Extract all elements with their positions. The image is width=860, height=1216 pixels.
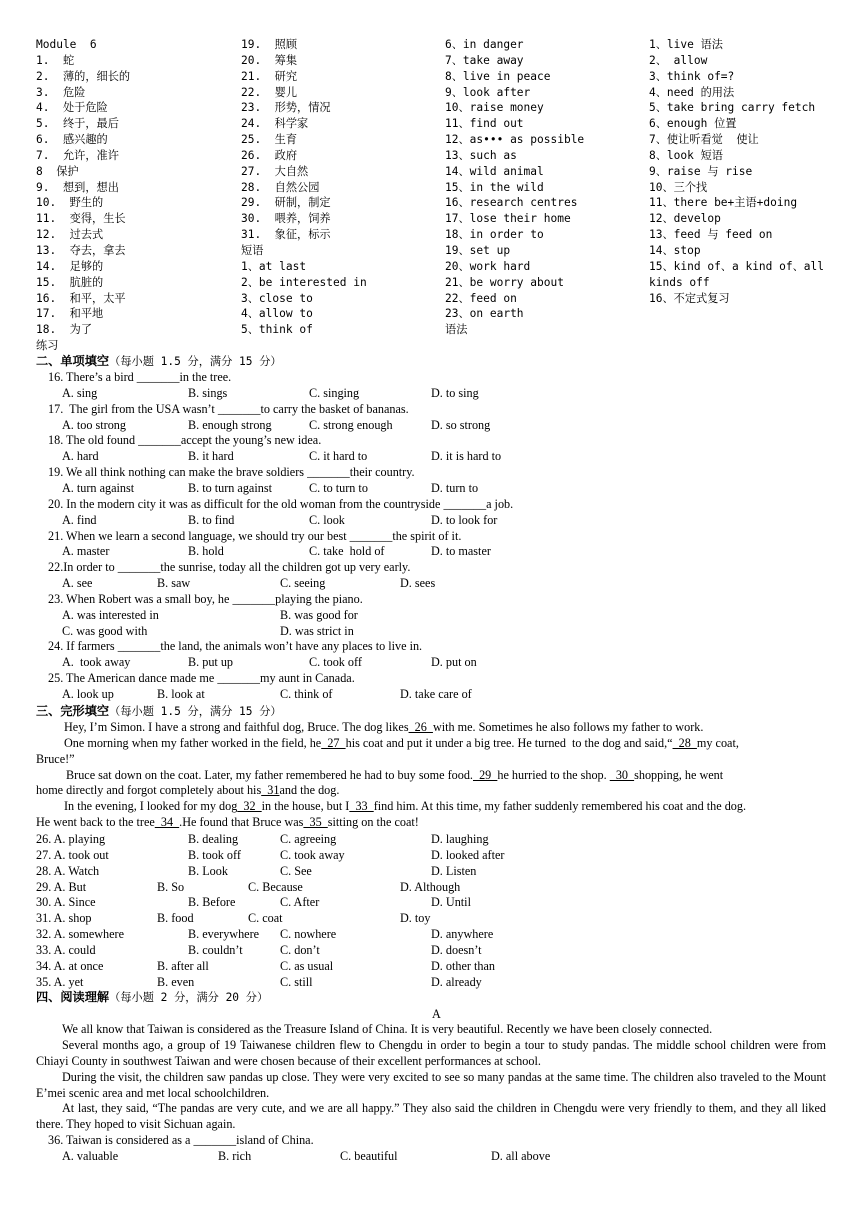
vocab-item: 1. 蛇 (36, 53, 75, 67)
vocab-item: 4、allow to (241, 307, 313, 321)
section-2-note: （每小题 1.5 分，满分 15 分） (109, 355, 282, 368)
vocab-item: 15、kind of、a kind of、all (649, 259, 825, 273)
question-stem: 23. When Robert was a small boy, he _______playing the piano. (48, 591, 363, 606)
section-4-heading (36, 990, 268, 1006)
question-stem: 22.In order to _______the sunrise, today all the children got up very early. (48, 560, 411, 575)
vocab-item: 22. 婴儿 (241, 85, 298, 99)
reading-paragraph: At last, they said, “The pandas are very cute, and we are all happy.” They also said the children in Chengdu were very friendly to them, and they all liked there. They hoped to visit Sichuan again. (36, 1101, 826, 1131)
vocab-item: 7、使让听看觉 使让 (649, 133, 759, 147)
passage-text: my coat, (696, 735, 739, 750)
vocab-item: 25. 生育 (241, 133, 298, 147)
cloze-option: 30. A. Since (36, 895, 96, 910)
cloze-blank: 34 (154, 815, 180, 830)
answer-option: B. to find (188, 512, 235, 527)
vocab-item: 14、stop (649, 243, 701, 257)
vocab-item: 14. 足够的 (36, 259, 104, 273)
question-stem: 18. The old found _______accept the young’s new idea. (48, 433, 322, 448)
answer-option: B. it hard (188, 449, 234, 464)
vocab-item: 15. 肮脏的 (36, 275, 104, 289)
passage-line (36, 815, 419, 831)
answer-option: D. it is hard to (431, 449, 502, 464)
vocab-item: kinds off (649, 275, 710, 289)
answer-option: D. to sing (431, 385, 479, 400)
cloze-option: D. already (431, 974, 482, 989)
question-36: 36. Taiwan is considered as a _______island of China. (48, 1133, 314, 1147)
vocab-item: 19、set up (445, 243, 511, 257)
cloze-option: 27. A. took out (36, 847, 109, 862)
cloze-option: C. Because (248, 879, 303, 894)
section-3-note: （每小题 1.5 分，满分 15 分） (109, 705, 282, 718)
vocab-item: 18. 为了 (36, 323, 93, 337)
section-3-heading (36, 704, 282, 720)
answer-option: A. find (62, 512, 97, 527)
vocab-item: 23. 形势，情况 (241, 101, 331, 115)
answer-option: D. so strong (431, 417, 491, 432)
passage-text: sitting on the coat! (327, 815, 419, 830)
cloze-option: B. dealing (188, 832, 239, 846)
answer-option: D. turn to (431, 480, 479, 495)
answer-option: D. to look for (431, 512, 498, 527)
practice-label: 练习 (36, 339, 59, 352)
vocab-item: 17. 和平地 (36, 307, 104, 321)
vocab-item: 26. 政府 (241, 148, 298, 162)
vocab-item: 16. 和平，太平 (36, 291, 126, 305)
question-stem: 19. We all think nothing can make the brave soldiers _______their country. (48, 465, 415, 480)
vocab-item: 16、不定式复习 (649, 291, 730, 305)
cloze-blank: 31 (261, 783, 280, 798)
answer-option: C. strong enough (309, 417, 393, 432)
vocab-item: 5、think of (241, 323, 313, 337)
question-stem: 25. The American dance made me _______my aunt in Canada. (48, 671, 355, 686)
cloze-option: C. agreeing (280, 832, 337, 846)
answer-option: C. seeing (280, 576, 326, 591)
answer-option: B. saw (157, 576, 191, 591)
vocab-item: 19. 照顾 (241, 38, 298, 51)
vocab-item: 9、raise 与 rise (649, 164, 753, 178)
vocab-item: 23、on earth (445, 307, 524, 321)
cloze-option: B. everywhere (188, 927, 260, 942)
reading-part-label: A (432, 1007, 441, 1021)
cloze-blank: 32 (237, 799, 262, 814)
vocab-item: 14、wild animal (445, 164, 544, 178)
cloze-option: B. Look (188, 863, 228, 878)
passage-text: shopping, he went (634, 767, 724, 782)
vocab-item: 3、close to (241, 291, 313, 305)
vocab-item: 17、lose their home (445, 212, 571, 226)
cloze-option: C. still (280, 974, 313, 989)
vocab-item: 20、work hard (445, 259, 531, 273)
answer-option: C. to turn to (309, 480, 368, 495)
answer-option: C. took off (309, 655, 362, 670)
cloze-blank: 29 (472, 767, 498, 782)
cloze-option: D. doesn’t (431, 942, 482, 957)
passage-text: .He found that Bruce was (179, 815, 304, 830)
cloze-option: D. looked after (431, 847, 505, 862)
cloze-option: C. See (280, 863, 312, 878)
answer-option: C. it hard to (309, 449, 368, 464)
passage-text: Bruce!” (36, 751, 75, 766)
question-stem: 20. In the modern city it was as difficult for the old woman from the countryside _______a job. (48, 496, 514, 511)
cloze-option: B. food (157, 911, 194, 926)
answer-option: A. took away (62, 655, 131, 670)
answer-option: B. rich (218, 1149, 252, 1163)
vocab-column-2 (241, 37, 441, 338)
passage-text: Hey, I’m Simon. I have a strong and faithful dog, Bruce. The dog likes (64, 720, 409, 734)
vocab-item: 8、look 短语 (649, 148, 723, 162)
passage-line (36, 783, 339, 799)
vocab-item: 7. 允许，准许 (36, 148, 119, 162)
vocab-item: 31. 象征，标示 (241, 228, 331, 242)
passage-text: his coat and put it under a big tree. He turned to the dog and said,“ (345, 735, 673, 750)
answer-option: B. sings (188, 385, 228, 400)
answer-option: C. was good with (62, 623, 148, 638)
answer-option: A. too strong (62, 417, 126, 432)
answer-option: D. put on (431, 655, 477, 670)
answer-option: C. take hold of (309, 544, 385, 559)
vocab-item: 1、live 语法 (649, 38, 723, 51)
cloze-option: C. nowhere (280, 927, 337, 942)
vocab-item: 语法 (445, 323, 468, 337)
section-4-note: （每小题 2 分，满分 20 分） (109, 991, 269, 1004)
cloze-blank: 35 (303, 815, 328, 830)
passage-text: home directly and forgot completely about his (36, 783, 262, 798)
vocab-item: 4、need 的用法 (649, 85, 735, 99)
question-stem: 24. If farmers _______the land, the animals won’t have any places to live in. (48, 639, 423, 654)
section-2-title: 二、单项填空 (36, 354, 110, 368)
cloze-option: D. anywhere (431, 927, 494, 942)
passage-line (64, 736, 739, 752)
vocab-item: 29. 研制，制定 (241, 196, 331, 210)
passage-text: One morning when my father worked in the field, he (64, 735, 322, 750)
vocab-item: 1、at last (241, 259, 307, 273)
answer-option: A. was interested in (62, 607, 159, 622)
passage-text: He went back to the tree (36, 815, 155, 830)
cloze-blank: 27 (321, 735, 346, 750)
vocab-item: 20. 筹集 (241, 53, 298, 67)
answer-option: C. think of (280, 687, 333, 701)
cloze-option: 32. A. somewhere (36, 927, 125, 942)
vocab-item: 12、develop (649, 212, 721, 226)
cloze-option: 34. A. at once (36, 958, 104, 973)
vocab-item: 15、in the wild (445, 180, 544, 194)
passage-text: Bruce sat down on the coat. Later, my father remembered he had to buy some food. (66, 767, 473, 782)
vocab-item: 9. 想到，想出 (36, 180, 119, 194)
cloze-option: B. Before (188, 895, 236, 910)
vocab-item: 4. 处于危险 (36, 101, 108, 115)
cloze-option: C. as usual (280, 958, 334, 973)
answer-option: B. to turn against (188, 480, 272, 495)
answer-option: D. was strict in (280, 623, 354, 638)
vocab-item: 21. 研究 (241, 69, 298, 83)
passage-line (64, 799, 746, 815)
vocab-item: 2、be interested in (241, 275, 367, 289)
cloze-blank: 26 (408, 720, 433, 734)
cloze-option: 35. A. yet (36, 974, 84, 989)
cloze-blank: 33 (349, 799, 374, 814)
answer-option: B. hold (188, 544, 224, 559)
cloze-option: 26. A. playing (36, 832, 106, 846)
answer-option: A. look up (62, 687, 114, 701)
answer-option: C. beautiful (340, 1149, 398, 1163)
cloze-option: D. Although (400, 879, 461, 894)
cloze-option: D. other than (431, 958, 495, 973)
cloze-option: C. coat (248, 911, 283, 926)
vocab-item: 11. 变得，生长 (36, 212, 126, 226)
cloze-option: 29. A. But (36, 879, 87, 894)
vocab-item: 13、feed 与 feed on (649, 228, 773, 242)
passage-text: in the house, but I (261, 799, 350, 814)
vocab-item: 5. 终于，最后 (36, 117, 119, 131)
answer-option: B. was good for (280, 607, 358, 622)
passage-line (64, 720, 703, 736)
passage-text: with me. Sometimes he also follows my father to work. (432, 720, 704, 734)
answer-option: A. master (62, 544, 110, 559)
passage-text: In the evening, I looked for my dog (64, 799, 238, 814)
vocab-item: 6、enough 位置 (649, 117, 737, 131)
vocab-item: 2、 allow (649, 53, 708, 67)
answer-option: D. sees (400, 576, 436, 591)
answer-option: A. see (62, 576, 93, 591)
cloze-option: D. Until (431, 895, 471, 910)
vocab-item: Module 6 (36, 38, 97, 51)
vocab-item: 9、look after (445, 85, 531, 99)
passage-line (36, 752, 75, 768)
answer-option: A. sing (62, 385, 98, 400)
vocab-item: 16、research centres (445, 196, 578, 210)
cloze-option: 31. A. shop (36, 911, 92, 926)
answer-option: C. look (309, 512, 345, 527)
vocab-item: 短语 (241, 243, 264, 257)
answer-option: D. to master (431, 544, 491, 559)
vocab-item: 11、find out (445, 117, 524, 131)
vocab-item: 12、as••• as possible (445, 133, 585, 147)
question-stem: 17. The girl from the USA wasn’t _______to carry the basket of bananas. (48, 401, 409, 416)
vocab-item: 27. 大自然 (241, 164, 309, 178)
cloze-option: D. Listen (431, 863, 477, 878)
reading-paragraph: During the visit, the children saw pandas up close. They were very excited to see so many pandas at the same time. The children also traveled to the Mount E’mei scenic area and met local schoolchildren. (36, 1070, 826, 1100)
cloze-option: 33. A. could (36, 942, 96, 957)
answer-option: A. turn against (62, 480, 135, 495)
cloze-blank: 30 (609, 767, 635, 782)
cloze-option: D. laughing (431, 832, 489, 846)
passage-text: and the dog. (279, 783, 340, 798)
cloze-option: B. after all (157, 958, 209, 973)
vocab-item: 30. 喂养，饲养 (241, 212, 331, 226)
question-stem: 21. When we learn a second language, we should try our best _______the spirit of it. (48, 528, 462, 543)
vocab-item: 10. 野生的 (36, 196, 104, 210)
passage-text: find him. At this time, my father suddenly remembered his coat and the dog. (373, 799, 747, 814)
cloze-option: B. So (157, 879, 185, 894)
passage-line (66, 768, 723, 784)
vocab-item: 6、in danger (445, 38, 524, 51)
vocab-item: 18、in order to (445, 228, 544, 242)
answer-option: B. put up (188, 655, 234, 670)
cloze-option: D. toy (400, 911, 431, 926)
vocab-item: 7、take away (445, 53, 524, 67)
answer-option: B. look at (157, 687, 205, 701)
answer-option: D. take care of (400, 687, 472, 701)
vocab-item: 2. 薄的，细长的 (36, 69, 131, 83)
vocab-item: 12. 过去式 (36, 228, 104, 242)
section-3-title: 三、完形填空 (36, 704, 110, 718)
reading-paragraph: Several months ago, a group of 19 Taiwanese children flew to Chengdu in order to begin a tour to study pandas. The middle school children were from Chiayi County in southwest Taiwan and were chosen because of their excellent performances at school. (36, 1038, 826, 1068)
cloze-option: 28. A. Watch (36, 863, 100, 878)
vocab-column-4 (649, 37, 839, 306)
vocab-item: 6. 感兴趣的 (36, 133, 108, 147)
vocab-column-1 (36, 37, 236, 338)
cloze-option: B. couldn’t (188, 942, 243, 957)
answer-option: B. enough strong (188, 417, 272, 432)
section-2-heading (36, 354, 282, 370)
vocab-item: 8 保护 (36, 164, 79, 178)
vocab-item: 13. 夺去，拿去 (36, 243, 126, 257)
cloze-option: B. took off (188, 847, 241, 862)
vocab-item: 3. 危险 (36, 85, 86, 99)
vocab-item: 13、such as (445, 148, 517, 162)
cloze-option: C. don’t (280, 942, 320, 957)
vocab-item: 28. 自然公园 (241, 180, 320, 194)
vocab-item: 11、there be+主语+doing (649, 196, 798, 210)
answer-option: A. hard (62, 449, 99, 464)
vocab-column-3 (445, 37, 645, 338)
cloze-option: B. even (157, 974, 195, 989)
answer-option: C. singing (309, 385, 360, 400)
section-4-title: 四、阅读理解 (36, 990, 110, 1004)
vocab-item: 10、三个找 (649, 180, 708, 194)
vocab-item: 22、feed on (445, 291, 517, 305)
vocab-item: 24. 科学家 (241, 117, 309, 131)
vocab-item: 3、think of=? (649, 69, 735, 83)
question-stem: 16. There’s a bird _______in the tree. (48, 370, 232, 384)
vocab-item: 8、live in peace (445, 69, 551, 83)
reading-paragraph: We all know that Taiwan is considered as the Treasure Island of China. It is very beautiful. Recently we have been closely connected. (62, 1022, 713, 1036)
passage-text: he hurried to the shop. (497, 767, 610, 782)
answer-option: D. all above (491, 1149, 551, 1163)
vocab-item: 21、be worry about (445, 275, 564, 289)
answer-option: A. valuable (62, 1149, 119, 1163)
cloze-blank: 28 (672, 735, 697, 750)
cloze-option: C. took away (280, 847, 345, 862)
vocab-item: 10、raise money (445, 101, 544, 115)
vocab-item: 5、take bring carry fetch (649, 101, 816, 115)
cloze-option: C. After (280, 895, 320, 910)
